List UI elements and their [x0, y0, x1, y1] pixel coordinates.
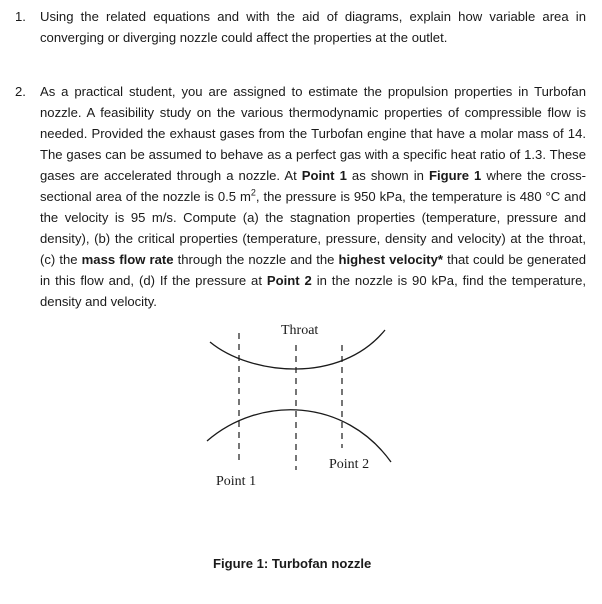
question-1-number: 1. [15, 9, 26, 24]
bold-mass-flow-rate: mass flow rate [81, 252, 174, 267]
bold-figure-1: Figure 1 [428, 168, 482, 183]
bold-point-2: Point 2 [266, 273, 312, 288]
point-1-label: Point 1 [216, 474, 257, 489]
bold-point-1: Point 1 [301, 168, 347, 183]
bold-highest-velocity: highest velocity* [338, 252, 443, 267]
nozzle-lower-wall [207, 410, 391, 462]
question-2-number: 2. [15, 84, 26, 99]
point-2-label: Point 2 [329, 457, 370, 472]
question-2-text: As a practical student, you are assigned to estimate the propulsion properties in Turbofan nozzle. A feasibility study on the various thermodynamic properties of compressible flow is needed. Provided the exhaust gases from the Turbofan engine that have a molar mass of 14. The gases can be assumed to behave as a perfect gas with a specific heat ratio of 1.3. These gases are accelerated through a nozzle. At Point 1 as shown in Figure 1 where the cross-sectional area of the nozzle is 0.5 $m^2$, the pressure is 950 kPa, the temperature is 480 °C and the velocity is 95 m/s. Compute (a) the stagnation properties (temperature, pressure and density), (b) the critical properties (temperature, pressure, density and velocity) at the throat, (c) the mass flow rate through the nozzle and the highest velocity* that could be generated in this flow and, (d) If the pressure at Point 2 in the nozzle is 90 kPa, find the temperature, density and velocity. [40, 84, 587, 309]
figure-caption: Figure 1: Turbofan nozzle [213, 556, 372, 571]
question-1-text: Using the related equations and with the aid of diagrams, explain how variable area in converging or diverging nozzle could affect the properties at the outlet. [40, 9, 586, 45]
throat-label: Throat [281, 323, 319, 338]
